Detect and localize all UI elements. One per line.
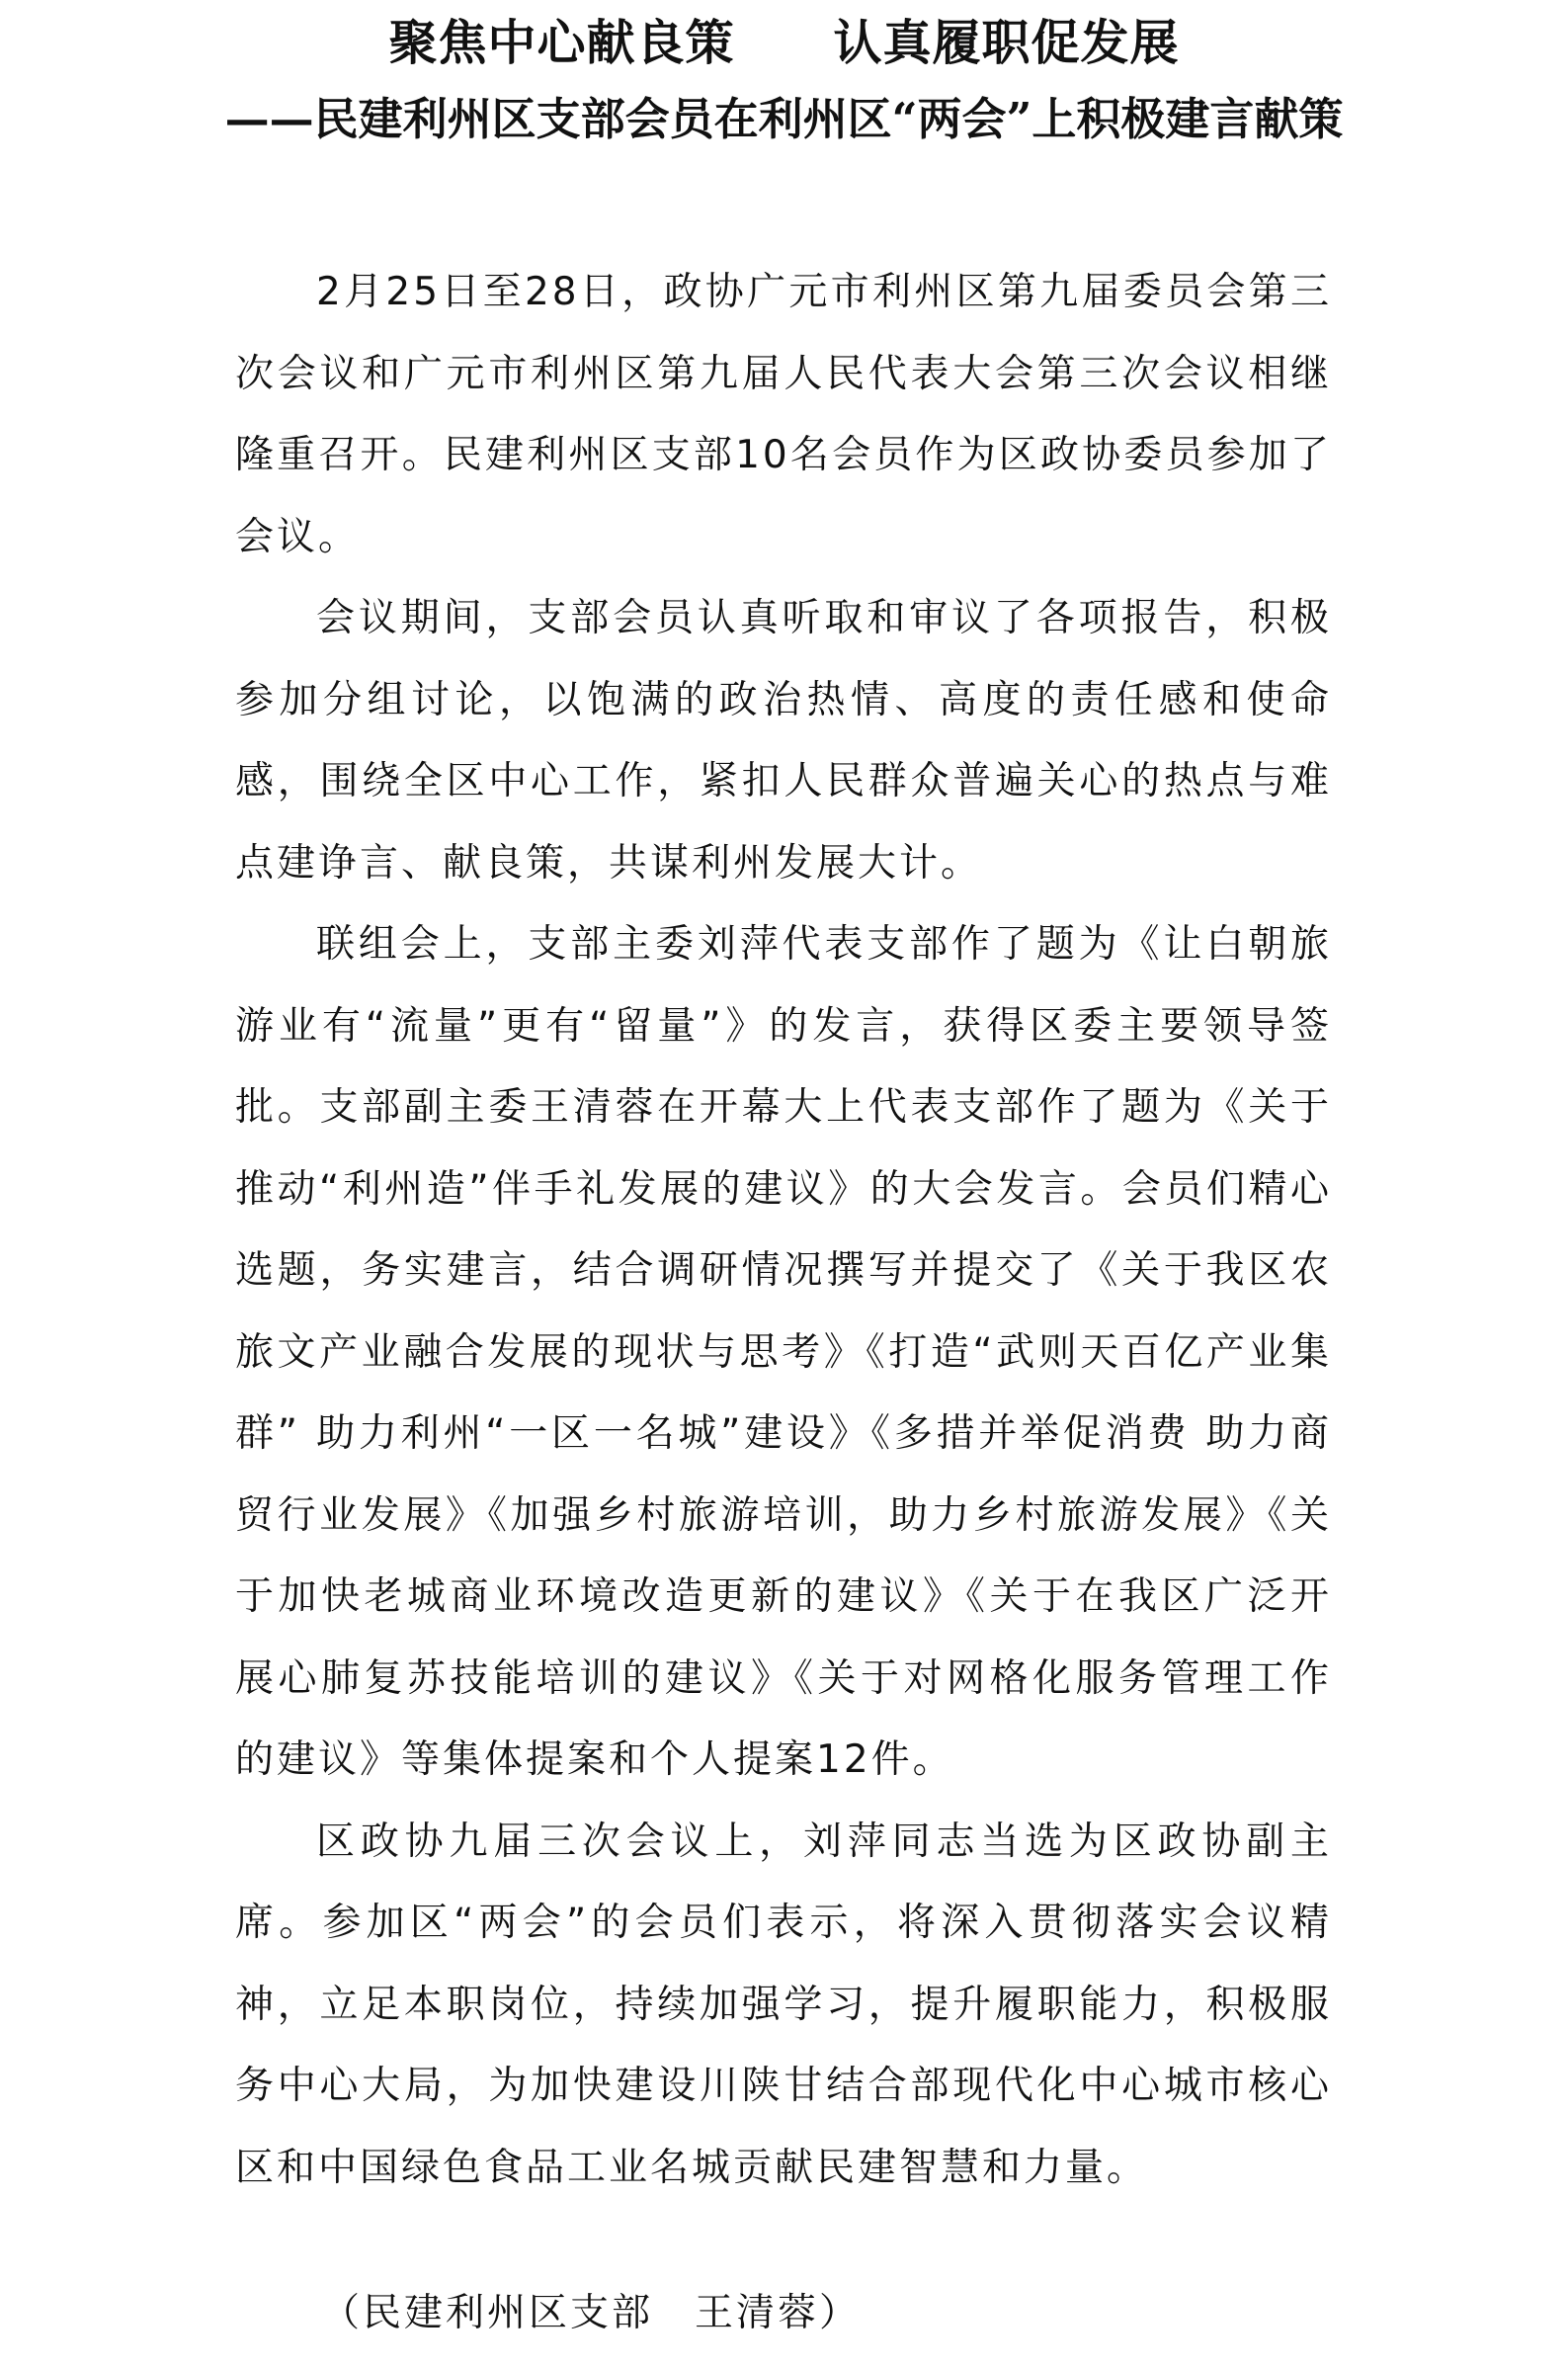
document-subtitle: ——民建利州区支部会员在利州区“两会”上积极建言献策 [224, 93, 1344, 145]
paragraph-1: 2月25日至28日，政协广元市利州区第九届委员会第三次会议和广元市利州区第九届人民代表大会第三次会议相继隆重召开。民建利州区支部10名会员作为区政协委员参加了会议。 [235, 270, 1332, 559]
document-title: 聚焦中心献良策 认真履职促发展 [388, 14, 1180, 71]
paragraph-2: 会议期间，支部会员认真听取和审议了各项报告，积极参加分组讨论，以饱满的政治热情、高度的责任感和使命感，围绕全区中心工作，紧扣人民群众普遍关心的热点与难点建诤言、献良策，共谋利州发展大计。 [235, 596, 1332, 886]
author-signature: （民建利州区支部 王清蓉） [321, 2291, 862, 2335]
paragraph-4: 区政协九届三次会议上，刘萍同志当选为区政协副主席。参加区“两会”的会员们表示，将深入贯彻落实会议精神，立足本职岗位，持续加强学习，提升履职能力，积极服务中心大局，为加快建设川陕甘结合部现代化中心城市核心区和中国绿色食品工业名城贡献民建智慧和力量。 [235, 1819, 1332, 2190]
paragraph-3: 联组会上，支部主委刘萍代表支部作了题为《让白朝旅游业有“流量”更有“留量”》的发言，获得区委主要领导签批。支部副主委王清蓉在开幕大上代表支部作了题为《关于推动“利州造”伴手礼发展的建议》的大会发言。会员们精心选题，务实建言，结合调研情况撰写并提交了《关于我区农旅文产业融合发展的现状与思考》《打造“武则天百亿产业集群” 助力利州“一区一名城”建设》《多措并举促消费 助力商贸行业发展》《加强乡村旅游培训，助力乡村旅游发展》《关于加快老城商业环境改造更新的建议》《关于在我区广泛开展心肺复苏技能培训的建议》《关于对网格化服务管理工作的建议》等集体提案和个人提案12件。 [235, 922, 1332, 1782]
document-body [235, 252, 1332, 2209]
